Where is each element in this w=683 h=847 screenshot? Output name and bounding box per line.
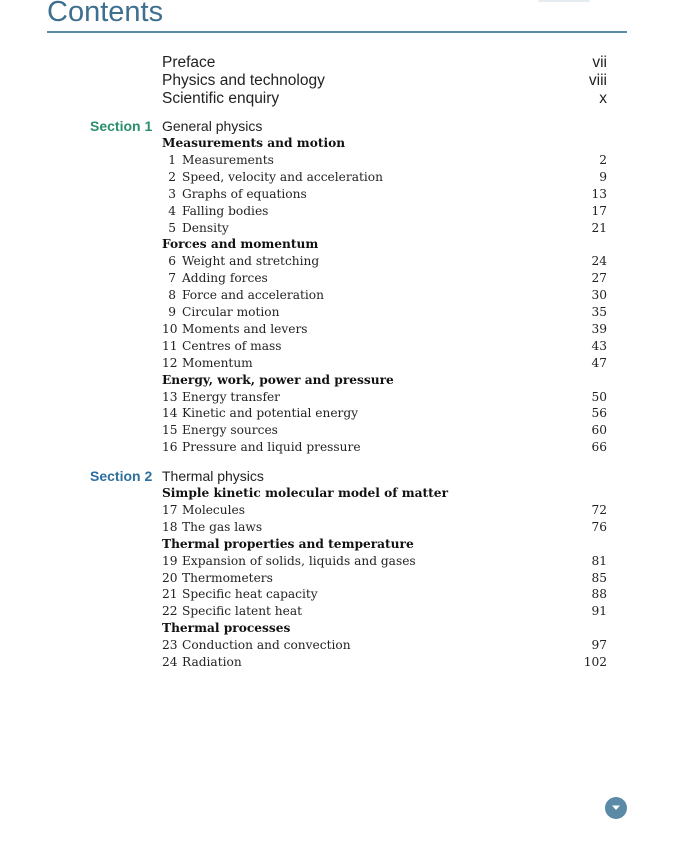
group-heading (0, 485, 683, 502)
chapter-entry[interactable] (0, 405, 683, 422)
group-heading (0, 620, 683, 637)
chapter-entry[interactable] (0, 203, 683, 220)
chapter-page: 9 (599, 169, 607, 184)
group-title: Measurements and motion (162, 136, 346, 150)
group-heading (0, 236, 683, 253)
chapter-number: 12 (162, 355, 178, 370)
section-title: General physics (162, 118, 263, 134)
group-heading (0, 372, 683, 389)
chapter-title: Measurements (182, 152, 274, 167)
chapter-number: 24 (162, 655, 178, 669)
toc-entry[interactable] (0, 72, 683, 90)
toc-entry[interactable] (0, 54, 683, 72)
chapter-page: 85 (591, 570, 607, 585)
section-title: Thermal physics (162, 468, 264, 484)
toc-entry-title: Preface (162, 54, 216, 71)
chapter-number: 13 (162, 389, 178, 404)
chapter-entry[interactable] (0, 169, 683, 186)
chapter-page: 43 (591, 338, 607, 353)
top-tab (538, 0, 590, 2)
chapter-page: 66 (591, 440, 607, 455)
chapter-entry[interactable] (0, 338, 683, 355)
title-divider (47, 31, 627, 33)
chapter-title: Conduction and convection (182, 638, 351, 653)
chapter-title: Circular motion (182, 305, 280, 319)
chapter-page: 21 (591, 220, 607, 235)
section-heading[interactable] (0, 117, 683, 135)
chapter-entry[interactable] (0, 152, 683, 169)
chapter-number: 23 (162, 638, 178, 653)
toc-entry-title: Physics and technology (162, 72, 325, 89)
chapter-page: 13 (591, 186, 607, 201)
chapter-page: 35 (591, 305, 607, 319)
chapter-page: 30 (591, 288, 607, 303)
chapter-number: 16 (162, 440, 178, 455)
section-label: Section 2 (90, 468, 153, 484)
chapter-title: Moments and levers (182, 321, 308, 336)
chapter-title: Specific latent heat (182, 604, 303, 619)
page-title: Contents (47, 0, 164, 28)
chapter-entry[interactable] (0, 637, 683, 654)
chapter-page: 47 (591, 355, 607, 370)
chapter-number: 8 (168, 288, 176, 303)
chapter-page: 81 (591, 553, 607, 568)
chapter-entry[interactable] (0, 570, 683, 587)
chapter-page: 91 (591, 604, 607, 619)
chapter-entry[interactable] (0, 603, 683, 620)
chapter-number: 3 (168, 186, 176, 201)
chapter-title: Falling bodies (182, 203, 269, 218)
chapter-number: 1 (168, 152, 176, 167)
chapter-number: 7 (168, 271, 176, 286)
chapter-page: 50 (591, 389, 607, 404)
chapter-entry[interactable] (0, 389, 683, 406)
chapter-title: Thermometers (182, 570, 273, 585)
chapter-page: 102 (583, 655, 607, 669)
chapter-page: 2 (599, 152, 607, 167)
chapter-title: Energy sources (182, 423, 278, 438)
chapter-title: Speed, velocity and acceleration (182, 169, 383, 184)
chapter-title: Density (182, 220, 229, 235)
chapter-entry[interactable] (0, 220, 683, 237)
chapter-number: 10 (162, 321, 178, 336)
chapter-page: 17 (591, 203, 607, 218)
chevron-down-icon (611, 804, 621, 812)
group-title: Simple kinetic molecular model of matter (162, 486, 448, 500)
toc-entry-title: Scientific enquiry (162, 90, 280, 107)
toc-entry-page: x (599, 90, 607, 107)
chapter-number: 5 (168, 220, 176, 235)
chapter-page: 72 (591, 502, 607, 517)
section-heading[interactable] (0, 467, 683, 485)
chapter-title: The gas laws (182, 519, 263, 534)
chapter-page: 88 (591, 587, 607, 602)
chapter-title: Energy transfer (182, 389, 280, 404)
chapter-title: Pressure and liquid pressure (182, 440, 361, 455)
group-title: Forces and momentum (162, 237, 319, 252)
chapter-entry[interactable] (0, 270, 683, 287)
chapter-number: 21 (162, 587, 178, 602)
chapter-number: 11 (162, 338, 178, 353)
chapter-title: Adding forces (182, 271, 268, 286)
chapter-number: 17 (162, 502, 178, 517)
chapter-title: Momentum (182, 355, 253, 370)
chapter-number: 2 (168, 169, 176, 184)
group-title: Thermal properties and temperature (162, 536, 414, 551)
group-title: Thermal processes (162, 621, 291, 636)
group-heading (0, 135, 683, 152)
chapter-title: Force and acceleration (182, 288, 324, 303)
chapter-entry[interactable] (0, 287, 683, 304)
chapter-title: Radiation (182, 655, 242, 669)
chapter-page: 27 (591, 271, 607, 286)
group-heading (0, 536, 683, 553)
chapter-title: Specific heat capacity (182, 587, 318, 602)
chapter-entry[interactable] (0, 304, 683, 321)
chapter-entry[interactable] (0, 553, 683, 570)
chapter-title: Expansion of solids, liquids and gases (182, 553, 416, 568)
chapter-entry[interactable] (0, 186, 683, 203)
chapter-title: Molecules (182, 502, 245, 517)
chapter-page: 76 (591, 519, 607, 534)
chapter-title: Kinetic and potential energy (182, 406, 359, 421)
chapter-number: 4 (168, 203, 176, 218)
chapter-entry[interactable] (0, 355, 683, 372)
chapter-page: 39 (591, 321, 607, 336)
chapter-entry[interactable] (0, 321, 683, 338)
chapter-page: 24 (591, 254, 607, 269)
section-label: Section 1 (90, 118, 153, 134)
group-title: Energy, work, power and pressure (162, 372, 394, 387)
chapter-number: 20 (162, 570, 178, 585)
chapter-number: 14 (162, 406, 178, 421)
chapter-entry[interactable] (0, 586, 683, 603)
toc-entry[interactable] (0, 90, 683, 108)
chapter-entry[interactable] (0, 502, 683, 519)
chapter-title: Centres of mass (182, 338, 282, 353)
chapter-page: 97 (591, 638, 607, 653)
next-page-button[interactable] (605, 797, 627, 819)
chapter-title: Graphs of equations (182, 186, 307, 201)
chapter-title: Weight and stretching (182, 254, 320, 269)
chapter-entry[interactable] (0, 253, 683, 270)
toc-entry-page: viii (588, 72, 607, 89)
chapter-number: 6 (168, 254, 176, 269)
chapter-number: 9 (168, 305, 176, 319)
chapter-number: 19 (162, 553, 178, 568)
chapter-entry[interactable] (0, 439, 683, 456)
chapter-entry[interactable] (0, 654, 683, 671)
chapter-number: 15 (162, 423, 178, 438)
toc-entry-page: vii (592, 54, 607, 71)
chapter-page: 56 (591, 406, 607, 421)
chapter-page: 60 (591, 423, 607, 438)
chapter-number: 18 (162, 519, 178, 534)
chapter-number: 22 (162, 604, 178, 619)
chapter-entry[interactable] (0, 422, 683, 439)
chapter-entry[interactable] (0, 519, 683, 536)
